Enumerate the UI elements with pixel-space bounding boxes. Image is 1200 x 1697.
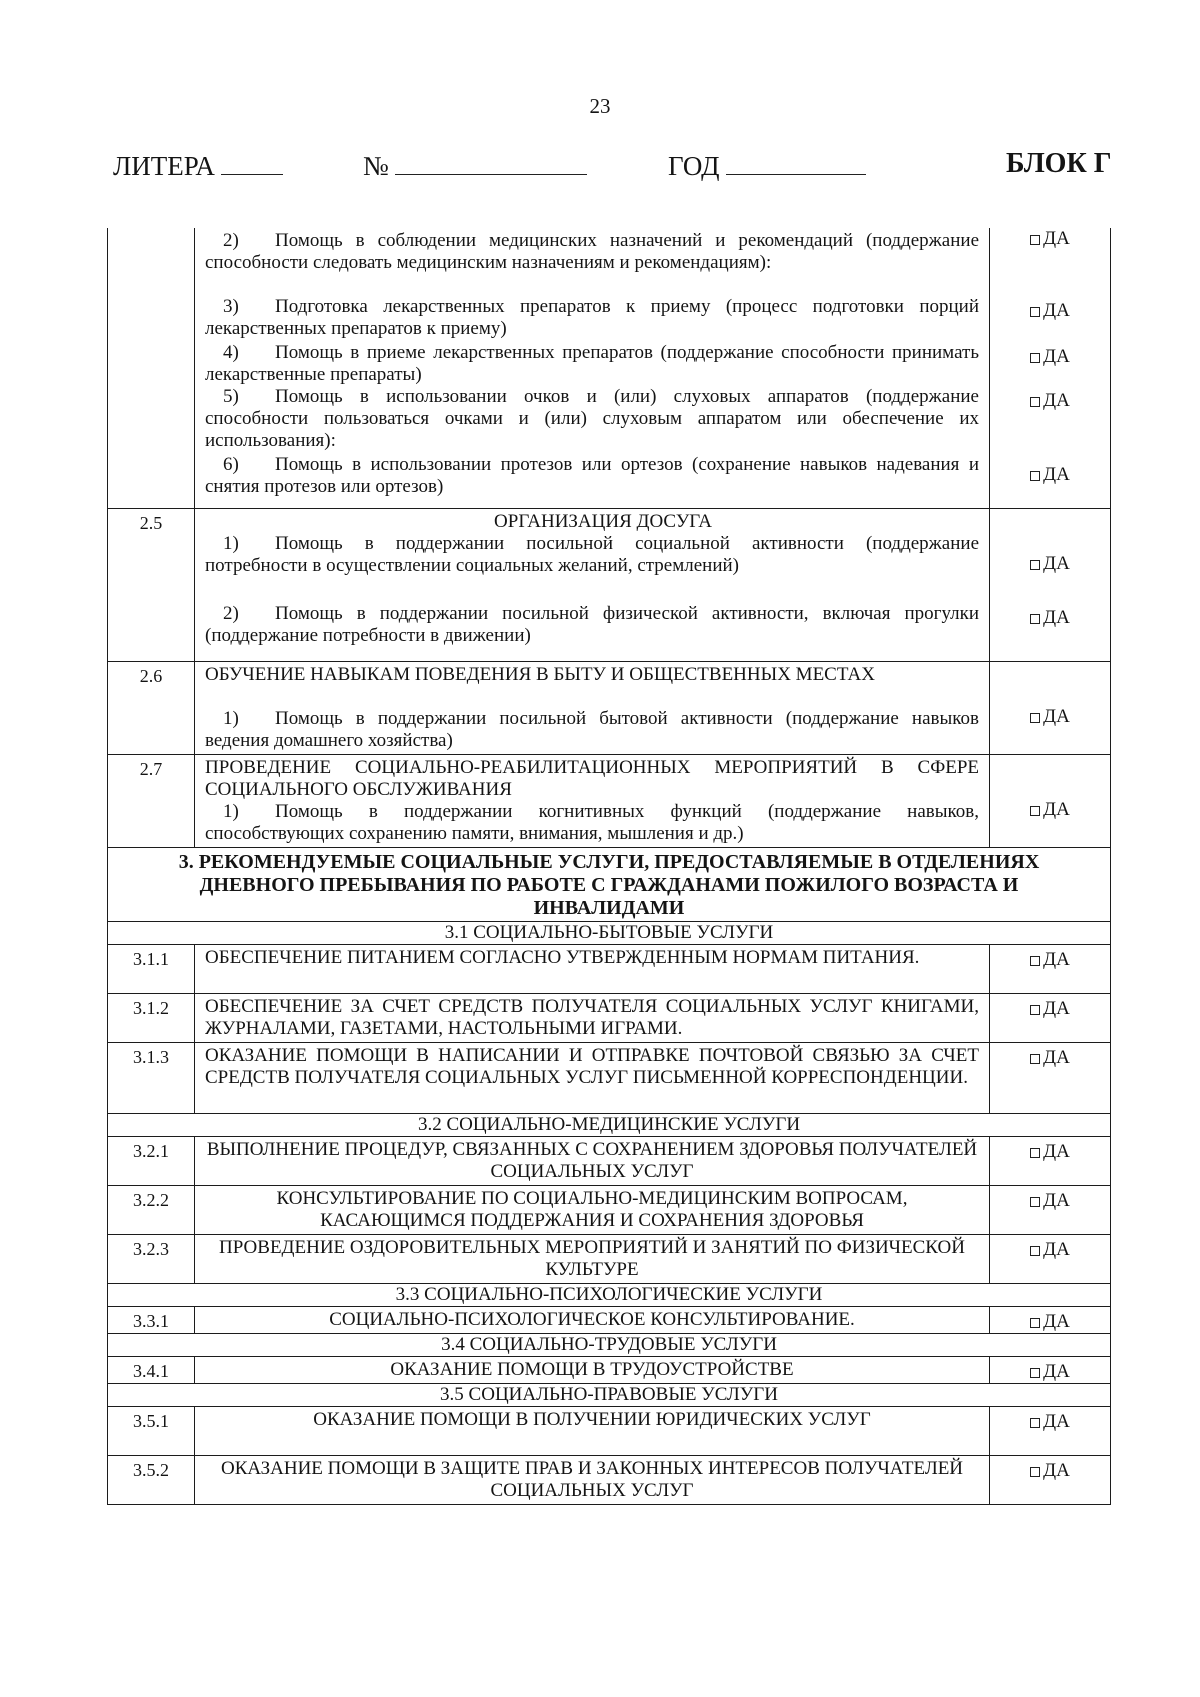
service-text [195, 1137, 990, 1186]
section-row [108, 755, 1111, 848]
answer-label: ДА [1043, 1361, 1070, 1382]
service-answer [990, 1456, 1111, 1505]
part-heading: 3. РЕКОМЕНДУЕМЫЕ СОЦИАЛЬНЫЕ УСЛУГИ, ПРЕДОСТАВЛЯЕМЫЕ В ОТДЕЛЕНИЯХ ДНЕВНОГО ПРЕБЫВАНИЯ ПО РАБОТЕ С ГРАЖДАНАМИ ПОЖИЛОГО ВОЗРАСТА И ИНВАЛИДАМИ [108, 848, 1111, 922]
item-number: 3) [223, 296, 239, 317]
answer-yes[interactable] [990, 531, 1110, 601]
item-text: Помощь в использовании протезов или ортезов (сохранение навыков надевания и снятия протезов или ортезов) [205, 454, 979, 497]
section-row [108, 662, 1111, 755]
answer-yes[interactable] [990, 346, 1110, 390]
item-number: 6) [223, 454, 239, 475]
item-number: 1) [223, 533, 239, 554]
answer-yes[interactable] [990, 458, 1110, 508]
item-number: 2) [223, 603, 239, 624]
answer-label: ДА [1043, 1190, 1070, 1211]
list-item [205, 603, 979, 659]
answer-label: ДА [1043, 346, 1070, 367]
checkbox-icon[interactable] [1030, 1148, 1040, 1158]
service-row [108, 1186, 1111, 1235]
answer-yes[interactable] [990, 945, 1110, 993]
category-title: 3.4 СОЦИАЛЬНО-ТРУДОВЫЕ УСЛУГИ [108, 1334, 1111, 1357]
service-answer [990, 994, 1111, 1043]
answer-yes[interactable] [990, 601, 1110, 657]
answer-yes[interactable] [990, 1186, 1110, 1234]
service-text [195, 1043, 990, 1114]
checkbox-icon[interactable] [1030, 560, 1040, 570]
answer-yes[interactable] [990, 1043, 1110, 1113]
number-label: № [363, 151, 389, 181]
service-number: 3.1.3 [108, 1043, 195, 1114]
answer-yes[interactable] [990, 1307, 1110, 1333]
section-answer [990, 662, 1111, 755]
section-number: 2.6 [108, 662, 195, 755]
list-item [205, 296, 979, 342]
checkbox-icon[interactable] [1030, 713, 1040, 723]
list-item [205, 230, 979, 296]
category-row [108, 922, 1111, 945]
section-title: ОРГАНИЗАЦИЯ ДОСУГА [494, 511, 712, 532]
answer-yes[interactable] [990, 390, 1110, 458]
list-item [205, 454, 979, 498]
number-field [363, 148, 587, 182]
answer-label: ДА [1043, 1411, 1070, 1432]
service-label: КОНСУЛЬТИРОВАНИЕ ПО СОЦИАЛЬНО-МЕДИЦИНСКИМ ВОПРОСАМ, КАСАЮЩИМСЯ ПОДДЕРЖАНИЯ И СОХРАНЕНИЯ ЗДОРОВЬЯ [276, 1188, 908, 1231]
service-answer [990, 1043, 1111, 1114]
checkbox-icon[interactable] [1030, 235, 1040, 245]
service-text [195, 1235, 990, 1284]
item-text: Помощь в поддержании когнитивных функций (поддержание навыков, способствующих сохранению памяти, внимания, мышления и др.) [205, 801, 979, 844]
litera-label: ЛИТЕРА [113, 151, 215, 181]
item-text: Помощь в соблюдении медицинских назначений и рекомендаций (поддержание способности следовать медицинским назначениям и рекомендациям): [205, 230, 979, 273]
checkbox-icon[interactable] [1030, 307, 1040, 317]
service-number: 3.2.2 [108, 1186, 195, 1235]
checkbox-icon[interactable] [1030, 1318, 1040, 1328]
answer-label: ДА [1043, 706, 1070, 727]
checkbox-icon[interactable] [1030, 1467, 1040, 1477]
year-field [668, 148, 866, 182]
service-row [108, 1357, 1111, 1384]
service-number: 3.4.1 [108, 1357, 195, 1384]
page-number: 23 [589, 94, 611, 118]
row-answer [990, 228, 1111, 509]
item-number: 4) [223, 342, 239, 363]
service-text [195, 1186, 990, 1235]
category-row [108, 1334, 1111, 1357]
service-text [195, 945, 990, 994]
section-number: 2.5 [108, 509, 195, 662]
service-number: 3.2.3 [108, 1235, 195, 1284]
service-row [108, 994, 1111, 1043]
checkbox-icon[interactable] [1030, 1368, 1040, 1378]
item-text: Помощь в использовании очков и (или) слуховых аппаратов (поддержание способности пользоваться очками и (или) слуховым аппаратом или обеспечение их использования): [205, 386, 979, 451]
service-label: ВЫПОЛНЕНИЕ ПРОЦЕДУР, СВЯЗАННЫХ С СОХРАНЕНИЕМ ЗДОРОВЬЯ ПОЛУЧАТЕЛЕЙ СОЦИАЛЬНЫХ УСЛУГ [206, 1139, 978, 1182]
service-answer [990, 1235, 1111, 1284]
service-row [108, 945, 1111, 994]
service-number: 3.1.2 [108, 994, 195, 1043]
answer-label: ДА [1043, 1239, 1070, 1260]
service-row [108, 1407, 1111, 1456]
answer-yes[interactable] [990, 294, 1110, 346]
checkbox-icon[interactable] [1030, 956, 1040, 966]
category-row [108, 1384, 1111, 1407]
list-item [205, 386, 979, 454]
section-title: ПРОВЕДЕНИЕ СОЦИАЛЬНО-РЕАБИЛИТАЦИОННЫХ МЕРОПРИЯТИЙ В СФЕРЕ СОЦИАЛЬНОГО ОБСЛУЖИВАНИЯ [205, 757, 979, 800]
service-answer [990, 1137, 1111, 1186]
table-row [108, 228, 1111, 509]
services-table [107, 228, 1111, 1505]
form-header [0, 148, 1200, 188]
service-text [195, 1307, 990, 1334]
service-row [108, 1235, 1111, 1284]
service-number: 3.1.1 [108, 945, 195, 994]
service-answer [990, 1407, 1111, 1456]
service-number: 3.5.1 [108, 1407, 195, 1456]
checkbox-icon[interactable] [1030, 1054, 1040, 1064]
answer-label: ДА [1043, 1047, 1070, 1068]
service-label: ОКАЗАНИЕ ПОМОЩИ В ПОЛУЧЕНИИ ЮРИДИЧЕСКИХ УСЛУГ [313, 1409, 871, 1430]
service-number: 3.5.2 [108, 1456, 195, 1505]
section-content [195, 509, 990, 662]
answer-label: ДА [1043, 1141, 1070, 1162]
litera-blank[interactable] [221, 148, 283, 175]
service-label: ОКАЗАНИЕ ПОМОЩИ В ТРУДОУСТРОЙСТВЕ [390, 1359, 794, 1380]
checkbox-icon[interactable] [1030, 397, 1040, 407]
service-number: 3.2.1 [108, 1137, 195, 1186]
list-item [205, 708, 979, 752]
item-number: 1) [223, 801, 239, 822]
number-blank[interactable] [395, 148, 587, 175]
item-text: Помощь в приеме лекарственных препаратов (поддержание способности принимать лекарственные препараты) [205, 342, 979, 385]
service-row [108, 1307, 1111, 1334]
row-content [195, 228, 990, 509]
item-text: Помощь в поддержании посильной бытовой активности (поддержание навыков ведения домашнего хозяйства) [205, 708, 979, 751]
list-item [205, 342, 979, 386]
answer-yes[interactable] [990, 706, 1110, 750]
service-label: ОБЕСПЕЧЕНИЕ ПИТАНИЕМ СОГЛАСНО УТВЕРЖДЕННЫМ НОРМАМ ПИТАНИЯ. [205, 947, 920, 968]
service-label: ПРОВЕДЕНИЕ ОЗДОРОВИТЕЛЬНЫХ МЕРОПРИЯТИЙ И ЗАНЯТИЙ ПО ФИЗИЧЕСКОЙ КУЛЬТУРЕ [219, 1237, 965, 1280]
answer-yes[interactable] [990, 1357, 1110, 1383]
category-row [108, 1114, 1111, 1137]
service-answer [990, 945, 1111, 994]
item-text: Подготовка лекарственных препаратов к приему (процесс подготовки порций лекарственных препаратов к приему) [205, 296, 979, 339]
answer-label: ДА [1043, 1311, 1070, 1332]
answer-yes[interactable] [990, 994, 1110, 1042]
answer-yes[interactable] [990, 1235, 1110, 1283]
service-answer [990, 1186, 1111, 1235]
checkbox-icon[interactable] [1030, 1197, 1040, 1207]
answer-label: ДА [1043, 228, 1070, 249]
service-text [195, 1357, 990, 1384]
section-answer [990, 755, 1111, 848]
checkbox-icon[interactable] [1030, 353, 1040, 363]
checkbox-icon[interactable] [1030, 806, 1040, 816]
item-number: 5) [223, 386, 239, 407]
service-label: ОБЕСПЕЧЕНИЕ ЗА СЧЕТ СРЕДСТВ ПОЛУЧАТЕЛЯ СОЦИАЛЬНЫХ УСЛУГ КНИГАМИ, ЖУРНАЛАМИ, ГАЗЕТАМИ, НАСТОЛЬНЫМИ ИГРАМИ. [205, 996, 979, 1039]
block-label: БЛОК Г [1006, 148, 1112, 179]
section-content [195, 662, 990, 755]
service-row [108, 1137, 1111, 1186]
checkbox-icon[interactable] [1030, 614, 1040, 624]
year-label: ГОД [668, 151, 720, 181]
row-number [108, 228, 195, 509]
litera-field [113, 148, 283, 182]
answer-yes[interactable] [990, 1137, 1110, 1185]
service-row [108, 1043, 1111, 1114]
answer-yes[interactable] [990, 1407, 1110, 1455]
answer-label: ДА [1043, 607, 1070, 628]
category-title: 3.5 СОЦИАЛЬНО-ПРАВОВЫЕ УСЛУГИ [108, 1384, 1111, 1407]
category-row [108, 1284, 1111, 1307]
service-answer [990, 1307, 1111, 1334]
answer-yes[interactable] [990, 228, 1110, 294]
section-content [195, 755, 990, 848]
answer-yes[interactable] [990, 799, 1110, 843]
item-text: Помощь в поддержании посильной социальной активности (поддержание потребности в осуществлении социальных желаний, стремлений) [205, 533, 979, 576]
category-title: 3.1 СОЦИАЛЬНО-БЫТОВЫЕ УСЛУГИ [108, 922, 1111, 945]
list-item [205, 801, 979, 845]
answer-label: ДА [1043, 799, 1070, 820]
item-number: 2) [223, 230, 239, 251]
checkbox-icon[interactable] [1030, 1246, 1040, 1256]
section-row [108, 509, 1111, 662]
service-text [195, 994, 990, 1043]
answer-label: ДА [1043, 464, 1070, 485]
answer-yes[interactable] [990, 1456, 1110, 1504]
list-item [205, 533, 979, 603]
category-title: 3.2 СОЦИАЛЬНО-МЕДИЦИНСКИЕ УСЛУГИ [108, 1114, 1111, 1137]
answer-label: ДА [1043, 390, 1070, 411]
section-answer [990, 509, 1111, 662]
service-label: ОКАЗАНИЕ ПОМОЩИ В ЗАЩИТЕ ПРАВ И ЗАКОННЫХ ИНТЕРЕСОВ ПОЛУЧАТЕЛЕЙ СОЦИАЛЬНЫХ УСЛУГ [220, 1458, 964, 1501]
item-text: Помощь в поддержании посильной физической активности, включая прогулки (поддержание потребности в движении) [205, 603, 979, 646]
answer-label: ДА [1043, 998, 1070, 1019]
answer-label: ДА [1043, 1460, 1070, 1481]
category-title: 3.3 СОЦИАЛЬНО-ПСИХОЛОГИЧЕСКИЕ УСЛУГИ [108, 1284, 1111, 1307]
service-text [195, 1456, 990, 1505]
service-label: СОЦИАЛЬНО-ПСИХОЛОГИЧЕСКОЕ КОНСУЛЬТИРОВАНИЕ. [329, 1309, 855, 1330]
section-number: 2.7 [108, 755, 195, 848]
service-answer [990, 1357, 1111, 1384]
checkbox-icon[interactable] [1030, 471, 1040, 481]
service-text [195, 1407, 990, 1456]
item-number: 1) [223, 708, 239, 729]
answer-label: ДА [1043, 300, 1070, 321]
service-label: ОКАЗАНИЕ ПОМОЩИ В НАПИСАНИИ И ОТПРАВКЕ ПОЧТОВОЙ СВЯЗЬЮ ЗА СЧЕТ СРЕДСТВ ПОЛУЧАТЕЛЯ СОЦИАЛЬНЫХ УСЛУГ ПИСЬМЕННОЙ КОРРЕСПОНДЕНЦИИ. [205, 1045, 979, 1088]
year-blank[interactable] [726, 148, 866, 175]
section-title: ОБУЧЕНИЕ НАВЫКАМ ПОВЕДЕНИЯ В БЫТУ И ОБЩЕСТВЕННЫХ МЕСТАХ [205, 664, 875, 685]
answer-label: ДА [1043, 553, 1070, 574]
checkbox-icon[interactable] [1030, 1005, 1040, 1015]
service-row [108, 1456, 1111, 1505]
part-heading-row [108, 848, 1111, 922]
service-number: 3.3.1 [108, 1307, 195, 1334]
answer-label: ДА [1043, 949, 1070, 970]
checkbox-icon[interactable] [1030, 1418, 1040, 1428]
